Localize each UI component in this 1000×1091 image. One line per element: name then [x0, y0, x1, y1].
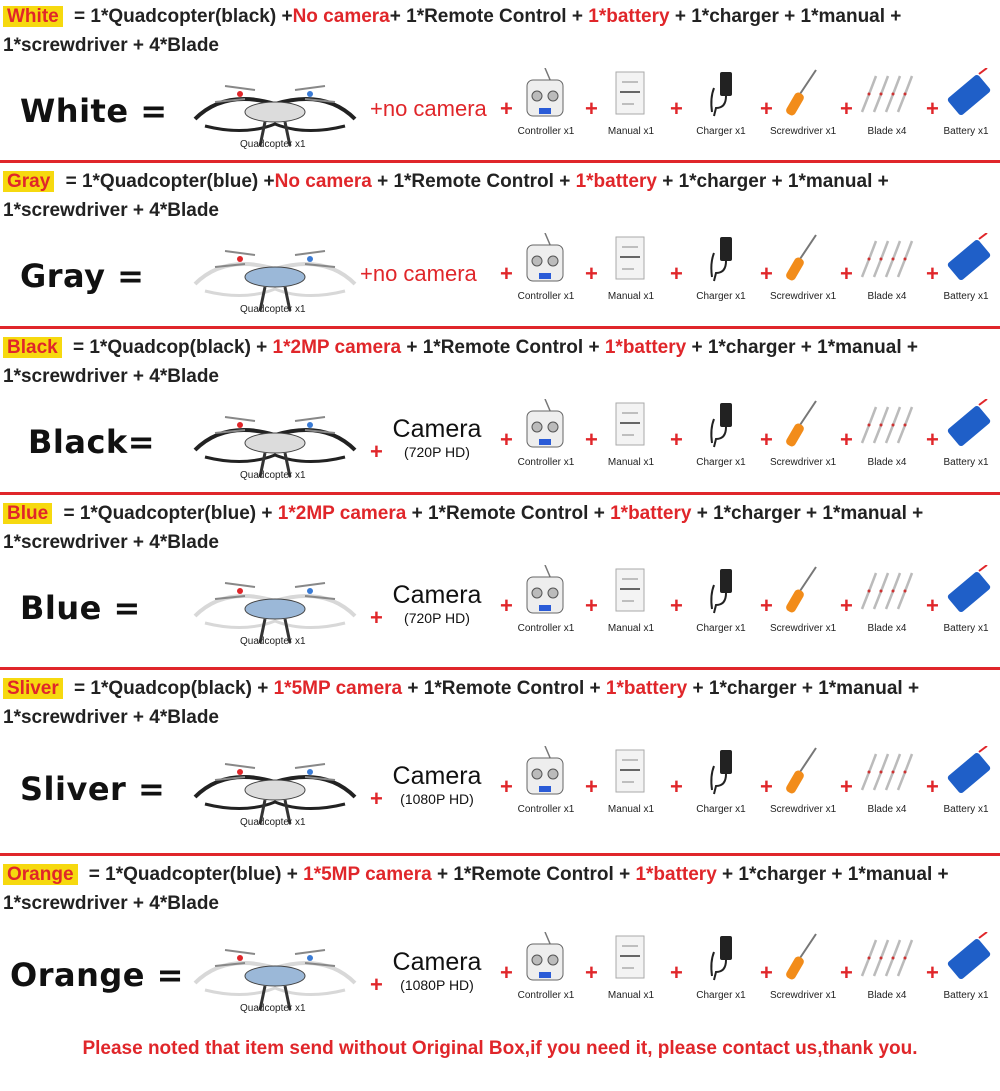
screwdriver-image: [770, 399, 830, 449]
camera-resolution: (720P HD): [404, 444, 470, 460]
plus-sign: +: [585, 593, 598, 618]
row-white: [0, 0, 1000, 160]
plus-sign: +: [840, 261, 853, 286]
description-part: 1*2MP camera: [277, 503, 407, 524]
battery-caption: Battery x1: [943, 990, 989, 1001]
plus-sign: +: [370, 605, 383, 630]
color-tag: Orange: [3, 864, 78, 885]
description-part: = 1*Quadcop(black) +: [67, 337, 273, 358]
row-description: [3, 333, 993, 391]
charger-image: [690, 932, 750, 982]
screwdriver-image: [770, 68, 830, 118]
manual-image: [600, 399, 660, 449]
blade-image: [856, 68, 916, 118]
controller-image: [515, 68, 575, 118]
plus-sign: +: [760, 960, 773, 985]
plus-sign: +: [500, 774, 513, 799]
plus-sign: +: [585, 774, 598, 799]
screwdriver-image: [770, 746, 830, 796]
plus-sign: +: [760, 774, 773, 799]
description-part: 1*battery: [575, 171, 657, 192]
variant-label: Gray =: [20, 257, 145, 295]
battery-caption: Battery x1: [943, 291, 989, 302]
blade-caption: Blade x4: [867, 126, 907, 137]
plus-sign: +: [926, 96, 939, 121]
plus-sign: +: [670, 96, 683, 121]
battery-caption: Battery x1: [943, 457, 989, 468]
description-part: + 1*charger + 1*manual + 1*screwdriver + 4*Blade: [3, 678, 920, 728]
description-part: 1*battery: [635, 864, 717, 885]
row-black: [0, 331, 1000, 493]
plus-sign: +: [926, 261, 939, 286]
plus-sign: +: [500, 427, 513, 452]
row-description: [3, 674, 993, 732]
description-part: = 1*Quadcopter(blue) +: [60, 171, 275, 192]
screwdriver-caption: Screwdriver x1: [770, 990, 837, 1001]
blade-image: [856, 399, 916, 449]
description-part: + 1*Remote Control +: [431, 864, 636, 885]
plus-sign: +: [670, 593, 683, 618]
plus-sign: +: [670, 261, 683, 286]
description-part: + 1*Remote Control +: [401, 337, 605, 358]
camera-title: Camera: [392, 948, 482, 976]
charger-image: [690, 746, 750, 796]
plus-sign: +: [370, 786, 383, 811]
blade-caption: Blade x4: [867, 457, 907, 468]
row-description: [3, 2, 993, 60]
battery-image: [935, 932, 995, 982]
plus-sign: +: [500, 96, 513, 121]
row-description: [3, 499, 993, 557]
plus-sign: +: [670, 427, 683, 452]
blade-image: [856, 565, 916, 615]
manual-caption: Manual x1: [607, 804, 655, 815]
screwdriver-image: [770, 233, 830, 283]
plus-sign: +: [500, 261, 513, 286]
description-part: + 1*Remote Control +: [406, 503, 611, 524]
blade-image: [856, 233, 916, 283]
row-gray: [0, 165, 1000, 327]
controller-caption: Controller x1: [517, 804, 575, 815]
controller-image: [515, 399, 575, 449]
plus-sign: +: [840, 593, 853, 618]
battery-caption: Battery x1: [943, 804, 989, 815]
blade-caption: Blade x4: [867, 804, 907, 815]
screwdriver-caption: Screwdriver x1: [770, 126, 837, 137]
charger-caption: Charger x1: [696, 623, 746, 634]
plus-sign: +: [760, 427, 773, 452]
blade-caption: Blade x4: [867, 990, 907, 1001]
no-camera-label: +no camera: [370, 96, 487, 121]
row-orange: [0, 858, 1000, 1033]
description-part: + 1*charger + 1*manual + 1*screwdriver + 4*Blade: [3, 864, 949, 914]
blade-caption: Blade x4: [867, 291, 907, 302]
quadcopter-caption: Quadcopter x1: [240, 636, 306, 647]
battery-image: [935, 399, 995, 449]
camera-resolution: (720P HD): [404, 610, 470, 626]
controller-image: [515, 932, 575, 982]
description-part: 1*2MP camera: [272, 337, 402, 358]
description-part: + 1*charger + 1*manual + 1*screwdriver + 4*Blade: [3, 337, 919, 387]
row-description: [3, 860, 993, 918]
screwdriver-image: [770, 565, 830, 615]
charger-caption: Charger x1: [696, 291, 746, 302]
row-sliver: [0, 672, 1000, 852]
charger-caption: Charger x1: [696, 804, 746, 815]
description-part: = 1*Quadcop(black) +: [68, 678, 274, 699]
battery-image: [935, 68, 995, 118]
manual-caption: Manual x1: [607, 291, 655, 302]
quadcopter-caption: Quadcopter x1: [240, 1003, 306, 1014]
battery-caption: Battery x1: [943, 126, 989, 137]
manual-caption: Manual x1: [607, 990, 655, 1001]
color-tag: White: [3, 6, 63, 27]
manual-image: [600, 932, 660, 982]
quadcopter-caption: Quadcopter x1: [240, 304, 306, 315]
charger-image: [690, 68, 750, 118]
description-part: + 1*Remote Control +: [371, 171, 576, 192]
battery-image: [935, 565, 995, 615]
plus-sign: +: [840, 427, 853, 452]
controller-image: [515, 746, 575, 796]
camera-option: [382, 948, 492, 994]
description-part: + 1*charger + 1*manual + 1*screwdriver + 4*Blade: [3, 503, 924, 553]
plus-sign: +: [585, 960, 598, 985]
plus-sign: +: [840, 774, 853, 799]
color-tag: Black: [3, 337, 62, 358]
controller-image: [515, 565, 575, 615]
quadcopter-caption: Quadcopter x1: [240, 817, 306, 828]
camera-title: Camera: [392, 581, 482, 609]
description-part: + 1*charger + 1*manual + 1*screwdriver + 4*Blade: [3, 171, 889, 221]
color-tag: Blue: [3, 503, 52, 524]
battery-image: [935, 746, 995, 796]
charger-image: [690, 399, 750, 449]
plus-sign: +: [926, 427, 939, 452]
charger-caption: Charger x1: [696, 126, 746, 137]
camera-option: [382, 581, 492, 627]
camera-title: Camera: [392, 762, 482, 790]
description-part: No camera: [274, 171, 372, 192]
section-divider: [0, 326, 1000, 329]
charger-caption: Charger x1: [696, 457, 746, 468]
screwdriver-image: [770, 932, 830, 982]
section-divider: [0, 160, 1000, 163]
manual-caption: Manual x1: [607, 126, 655, 137]
plus-sign: +: [370, 972, 383, 997]
screwdriver-caption: Screwdriver x1: [770, 291, 837, 302]
description-part: + 1*Remote Control +: [389, 6, 589, 27]
description-part: + 1*Remote Control +: [402, 678, 606, 699]
controller-caption: Controller x1: [517, 126, 575, 137]
battery-image: [935, 233, 995, 283]
section-divider: [0, 667, 1000, 670]
controller-caption: Controller x1: [517, 990, 575, 1001]
description-part: 1*battery: [610, 503, 692, 524]
description-part: 1*5MP camera: [303, 864, 432, 885]
plus-sign: +: [760, 261, 773, 286]
camera-option: [382, 762, 492, 808]
quadcopter-caption: Quadcopter x1: [240, 470, 306, 481]
plus-sign: +: [670, 960, 683, 985]
manual-image: [600, 68, 660, 118]
variant-label: White =: [20, 92, 168, 130]
controller-caption: Controller x1: [517, 457, 575, 468]
quadcopter-caption: Quadcopter x1: [240, 139, 306, 150]
screwdriver-caption: Screwdriver x1: [770, 457, 837, 468]
description-part: + 1*charger + 1*manual + 1*screwdriver + 4*Blade: [3, 6, 902, 56]
plus-sign: +: [370, 439, 383, 464]
description-part: = 1*Quadcopter(black) +: [68, 6, 293, 27]
screwdriver-caption: Screwdriver x1: [770, 804, 837, 815]
manual-caption: Manual x1: [607, 623, 655, 634]
section-divider: [0, 853, 1000, 856]
plus-sign: +: [585, 261, 598, 286]
section-divider: [0, 492, 1000, 495]
row-description: [3, 167, 993, 225]
plus-sign: +: [840, 96, 853, 121]
plus-sign: +: [926, 774, 939, 799]
row-blue: [0, 497, 1000, 667]
blade-image: [856, 932, 916, 982]
camera-resolution: (1080P HD): [400, 791, 474, 807]
battery-caption: Battery x1: [943, 623, 989, 634]
manual-image: [600, 746, 660, 796]
plus-sign: +: [926, 593, 939, 618]
description-part: 1*battery: [588, 6, 670, 27]
controller-caption: Controller x1: [517, 291, 575, 302]
controller-caption: Controller x1: [517, 623, 575, 634]
variant-label: Sliver =: [20, 770, 166, 808]
camera-resolution: (1080P HD): [400, 977, 474, 993]
plus-sign: +: [500, 593, 513, 618]
variant-label: Orange =: [10, 956, 184, 994]
plus-sign: +: [760, 96, 773, 121]
plus-sign: +: [670, 774, 683, 799]
charger-caption: Charger x1: [696, 990, 746, 1001]
variant-label: Blue =: [20, 589, 141, 627]
plus-sign: +: [840, 960, 853, 985]
plus-sign: +: [585, 96, 598, 121]
description-part: 1*5MP camera: [273, 678, 403, 699]
screwdriver-caption: Screwdriver x1: [770, 623, 837, 634]
description-part: 1*battery: [604, 337, 687, 358]
no-camera-label: +no camera: [360, 261, 477, 286]
description-part: = 1*Quadcopter(blue) +: [83, 864, 304, 885]
camera-title: Camera: [392, 415, 482, 443]
plus-sign: +: [585, 427, 598, 452]
footer-notice: Please noted that item send without Original Box,if you need it, please contact us,thank you.: [82, 1038, 918, 1059]
color-tag: Sliver: [3, 678, 63, 699]
description-part: No camera: [292, 6, 390, 27]
color-tag: Gray: [3, 171, 54, 192]
plus-sign: +: [760, 593, 773, 618]
camera-option: [382, 415, 492, 461]
blade-image: [856, 746, 916, 796]
charger-image: [690, 233, 750, 283]
charger-image: [690, 565, 750, 615]
variant-label: Black=: [28, 423, 156, 461]
controller-image: [515, 233, 575, 283]
manual-image: [600, 565, 660, 615]
description-part: = 1*Quadcopter(blue) +: [58, 503, 278, 524]
manual-caption: Manual x1: [607, 457, 655, 468]
manual-image: [600, 233, 660, 283]
plus-sign: +: [926, 960, 939, 985]
blade-caption: Blade x4: [867, 623, 907, 634]
description-part: 1*battery: [605, 678, 688, 699]
plus-sign: +: [500, 960, 513, 985]
